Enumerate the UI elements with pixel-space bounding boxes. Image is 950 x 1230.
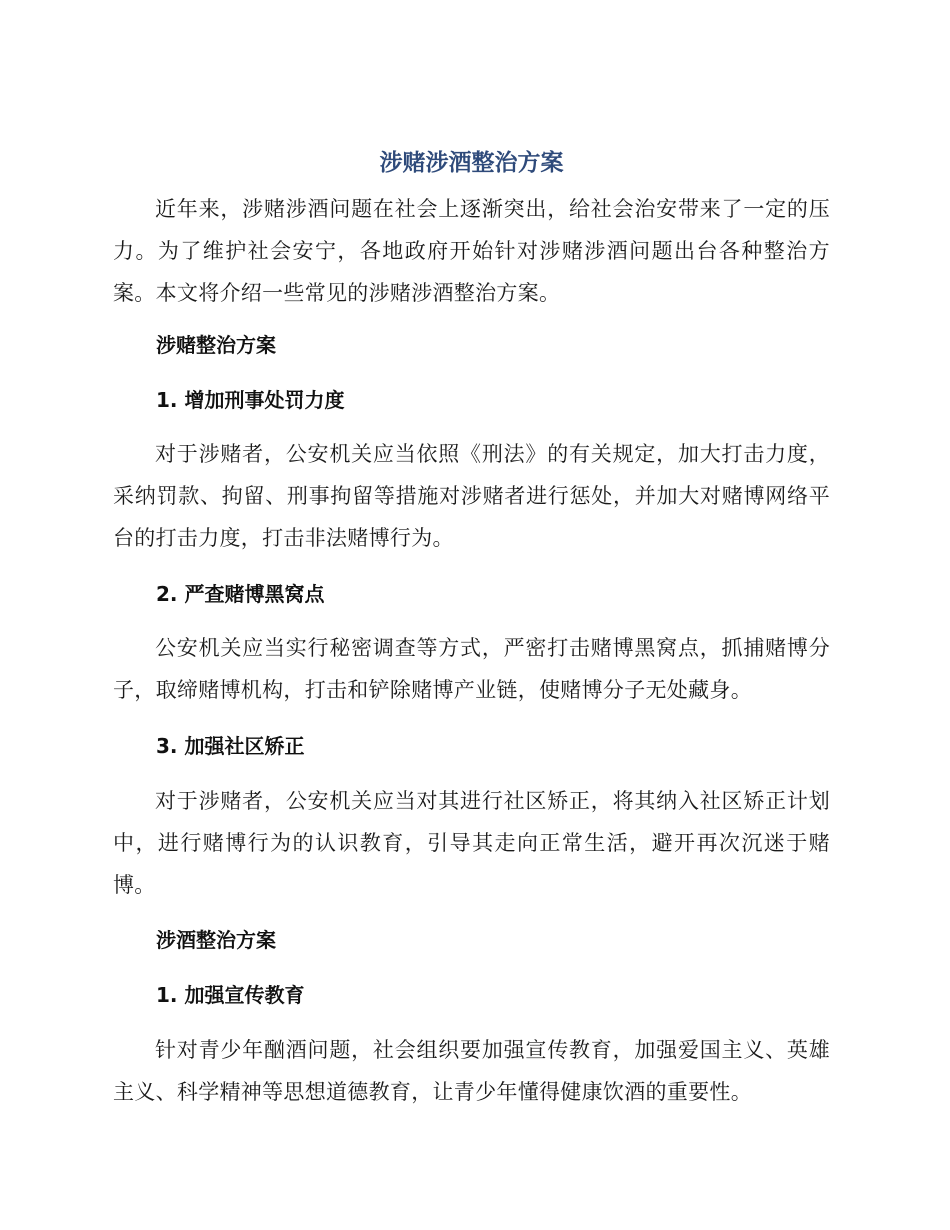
gambling-item-1-body: 对于涉赌者，公安机关应当依照《刑法》的有关规定，加大打击力度，采纳罚款、拘留、刑事拘留等措施对涉赌者进行惩处，并加大对赌博网络平台的打击力度，打击非法赌博行为。 [113, 442, 830, 550]
gambling-item-1-title: 1. 增加刑事处罚力度 [156, 388, 345, 412]
document-title: 涉赌涉酒整治方案 [379, 150, 564, 176]
alcohol-item-1-body: 针对青少年酗酒问题，社会组织要加强宣传教育，加强爱国主义、英雄主义、科学精神等思想道德教育，让青少年懂得健康饮酒的重要性。 [113, 1038, 830, 1104]
intro-paragraph: 近年来，涉赌涉酒问题在社会上逐渐突出，给社会治安带来了一定的压力。为了维护社会安宁，各地政府开始针对涉赌涉酒问题出台各种整治方案。本文将介绍一些常见的涉赌涉酒整治方案。 [113, 197, 830, 305]
alcohol-item-1-title: 1. 加强宣传教育 [156, 983, 305, 1007]
gambling-item-3-body: 对于涉赌者，公安机关应当对其进行社区矫正，将其纳入社区矫正计划中，进行赌博行为的认识教育，引导其走向正常生活，避开再次沉迷于赌博。 [113, 789, 830, 897]
alcohol-section-heading: 涉酒整治方案 [156, 928, 276, 952]
gambling-item-2-body: 公安机关应当实行秘密调查等方式，严密打击赌博黑窝点，抓捕赌博分子，取缔赌博机构，打击和铲除赌博产业链，使赌博分子无处藏身。 [113, 636, 830, 702]
gambling-item-2-title: 2. 严查赌博黑窝点 [156, 582, 325, 606]
gambling-item-3-title: 3. 加强社区矫正 [156, 734, 305, 758]
gambling-section-heading: 涉赌整治方案 [156, 333, 276, 357]
